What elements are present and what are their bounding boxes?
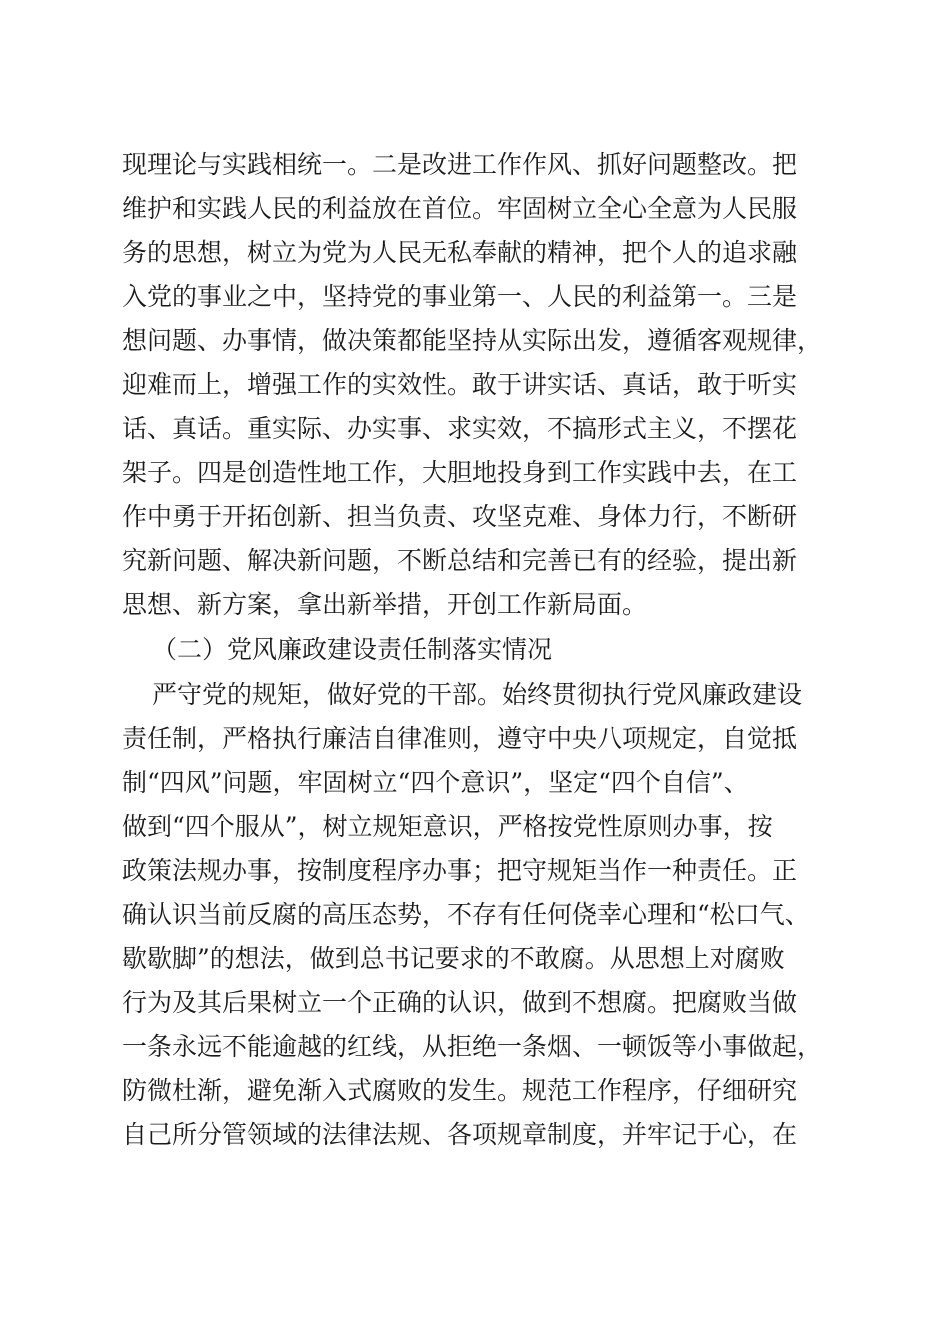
paragraph-line: 务的思想，树立为党为人民无私奉献的精神，把个人的追求融 — [122, 238, 798, 267]
paragraph-line: 自己所分管领域的法律法规、各项规章制度，并牢记于心，在 — [122, 1120, 798, 1149]
paragraph-line: 做到“四个服从”，树立规矩意识，严格按党性原则办事，按 — [122, 812, 773, 841]
paragraph-line: 政策法规办事，按制度程序办事；把守规矩当作一种责任。正 — [122, 856, 798, 885]
paragraph-line: 现理论与实践相统一。二是改进工作作风、抓好问题整改。把 — [122, 150, 798, 179]
paragraph-line: 入党的事业之中，坚持党的事业第一、人民的利益第一。三是 — [122, 282, 798, 311]
paragraph-line: 维护和实践人民的利益放在首位。牢固树立全心全意为人民服 — [122, 194, 798, 223]
paragraph-line: 一条永远不能逾越的红线，从拒绝一条烟、一顿饭等小事做起， — [122, 1032, 823, 1061]
paragraph-line: 迎难而上，增强工作的实效性。敢于讲实话、真话，敢于听实 — [122, 370, 798, 399]
paragraph-line: 确认识当前反腐的高压态势，不存有任何侥幸心理和“松口气、 — [122, 900, 810, 929]
paragraph-line: 想问题、办事情，做决策都能坚持从实际出发，遵循客观规律， — [122, 326, 823, 355]
paragraph-line: 责任制，严格执行廉洁自律准则，遵守中央八项规定，自觉抵 — [122, 724, 798, 753]
paragraph-line: 究新问题、解决新问题，不断总结和完善已有的经验，提出新 — [122, 546, 798, 575]
paragraph-line: 思想、新方案，拿出新举措，开创工作新局面。 — [122, 590, 648, 619]
paragraph-line: 防微杜渐，避免渐入式腐败的发生。规范工作程序，仔细研究 — [122, 1076, 798, 1105]
section-heading: （二）党风廉政建设责任制落实情况 — [152, 635, 553, 664]
paragraph-line: 架子。四是创造性地工作，大胆地投身到工作实践中去，在工 — [122, 458, 798, 487]
paragraph-line: 话、真话。重实际、办实事、求实效，不搞形式主义，不摆花 — [122, 414, 798, 443]
paragraph-line: 行为及其后果树立一个正确的认识，做到不想腐。把腐败当做 — [122, 988, 798, 1017]
paragraph-line: 歇歇脚”的想法，做到总书记要求的不敢腐。从思想上对腐败 — [122, 944, 785, 973]
paragraph-line: 作中勇于开拓创新、担当负责、攻坚克难、身体力行，不断研 — [122, 502, 798, 531]
paragraph-line: 制“四风”问题，牢固树立“四个意识”，坚定“四个自信”、 — [122, 768, 749, 797]
paragraph-line: 严守党的规矩，做好党的干部。始终贯彻执行党风廉政建设 — [152, 680, 803, 709]
